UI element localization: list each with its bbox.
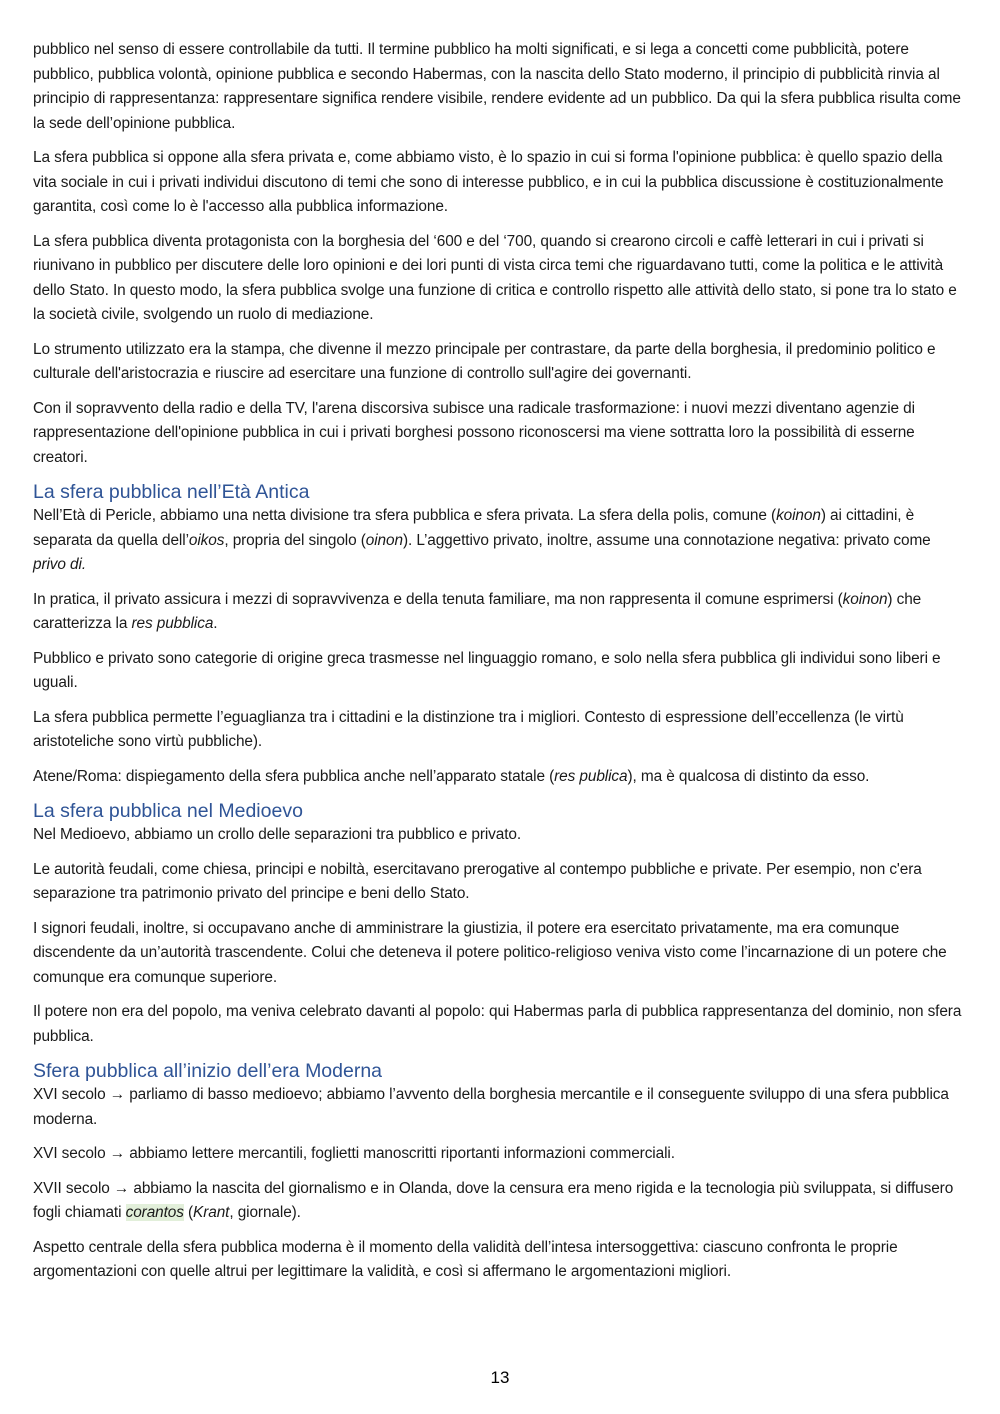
paragraph: La sfera pubblica permette l’eguaglianza tra i cittadini e la distinzione tra i migliori. Contesto di espressione dell’eccellenza (le virtù aristoteliche sono virtù pubbliche).: [33, 708, 904, 750]
paragraph: Aspetto centrale della sfera pubblica moderna è il momento della validità dell’intesa intersoggettiva: ciascuno confronta le proprie argomentazioni con quelle altrui per legittimare la validità, e così si affermano le argomentazioni migliori.: [33, 1238, 898, 1280]
italic-term: Krant: [193, 1204, 230, 1221]
paragraph: Atene/Roma: dispiegamento della sfera pubblica anche nell’apparato statale (res publica), ma è qualcosa di distinto da esso.: [33, 767, 870, 785]
page-number: 13: [490, 1368, 510, 1387]
paragraph: XVI secolo → parliamo di basso medioevo; abbiamo l’avvento della borghesia mercantile e il conseguente sviluppo di una sfera pubblica moderna.: [33, 1086, 949, 1128]
paragraph: pubblico nel senso di essere controllabile da tutti. Il termine pubblico ha molti significati, e si lega a concetti come pubblicità, potere pubblico, pubblica volontà, opinione pubblica e secondo Habermas, con la nascita dello Stato moderno, il principio di pubblicità rinvia al principio di rappresentanza: rappresentare significa rendere visibile, rendere evidente ad un pubblico. Da qui la sfera pubblica risulta come la sede dell’opinione pubblica.: [33, 41, 961, 132]
highlighted-term: corantos: [125, 1204, 184, 1221]
paragraph: La sfera pubblica si oppone alla sfera privata e, come abbiamo visto, è lo spazio in cui si forma l'opinione pubblica: è quello spazio della vita sociale in cui i privati individui discutono di temi che sono di interesse pubblico, e in cui la pubblica discussione è costituzionalmente garantita, così come lo è l'accesso alla pubblica informazione.: [33, 149, 944, 215]
paragraph: XVI secolo → abbiamo lettere mercantili, foglietti manoscritti riportanti informazioni commerciali.: [33, 1145, 675, 1162]
paragraph: Nel Medioevo, abbiamo un crollo delle separazioni tra pubblico e privato.: [33, 826, 522, 843]
paragraph: Il potere non era del popolo, ma veniva celebrato davanti al popolo: qui Habermas parla di pubblica rappresentanza del dominio, non sfera pubblica.: [33, 1003, 962, 1045]
paragraph: I signori feudali, inoltre, si occupavano anche di amministrare la giustizia, il potere era esercitato privatamente, ma era comunque discendente da un’autorità trascendente. Colui che deteneva il potere politico-religioso veniva visto come l’incarnazione di un potere che comunque era comunque superiore.: [33, 919, 947, 986]
section-heading-medioevo: La sfera pubblica nel Medioevo: [33, 800, 303, 822]
paragraph: Lo strumento utilizzato era la stampa, che divenne il mezzo principale per contrastare, da parte della borghesia, il predominio politico e culturale dell'aristocrazia e riuscire ad esercitare una funzione di controllo sull'agire dei governanti.: [33, 340, 936, 382]
paragraph: In pratica, il privato assicura i mezzi di sopravvivenza e della tenuta familiare, ma non rappresenta il comune esprimersi (koinon) che caratterizza la res pubblica.: [33, 590, 922, 632]
paragraph: Le autorità feudali, come chiesa, principi e nobiltà, esercitavano prerogative al contempo pubbliche e private. Per esempio, non c'era separazione tra patrimonio privato del principe e beni dello Stato.: [33, 860, 922, 902]
italic-term: koinon: [842, 590, 888, 608]
italic-term: oinon: [365, 531, 403, 549]
italic-term: res publica: [554, 767, 628, 785]
italic-term: privo di.: [33, 556, 86, 573]
section-heading-antica: La sfera pubblica nell’Età Antica: [33, 481, 310, 503]
paragraph: Nell’Età di Pericle, abbiamo una netta divisione tra sfera pubblica e sfera privata. La sfera della polis, comune (koinon) ai cittadini, è separata da quella dell’oikos, propria del singolo (oinon). L’aggettivo privato, inoltre, assume una connotazione negativa: privato come privo di.: [33, 507, 931, 573]
paragraph: Pubblico e privato sono categorie di origine greca trasmesse nel linguaggio romano, e solo nella sfera pubblica gli individui sono liberi e uguali.: [33, 649, 941, 691]
paragraph: XVII secolo → abbiamo la nascita del giornalismo e in Olanda, dove la censura era meno rigida e la tecnologia più sviluppata, si diffusero fogli chiamati corantos (Krant, giornale).: [33, 1179, 954, 1221]
paragraph: La sfera pubblica diventa protagonista con la borghesia del ‘600 e del ‘700, quando si crearono circoli e caffè letterari in cui i privati si riunivano in pubblico per discutere delle loro opinioni e dei lori punti di vista circa temi che riguardavano tutti, come la politica e le attività dello Stato. In questo modo, la sfera pubblica svolge una funzione di critica e controllo rispetto alle attività dello stato, si pone tra lo stato e la società civile, svolgendo un ruolo di mediazione.: [33, 232, 957, 323]
paragraph: Con il sopravvento della radio e della TV, l'arena discorsiva subisce una radicale trasformazione: i nuovi mezzi diventano agenzie di rappresentazione dell'opinione pubblica in cui i privati borghesi possono riconoscersi ma viene sottratta loro la possibilità di esserne creatori.: [33, 399, 915, 466]
italic-term: oikos: [188, 531, 225, 549]
section-heading-moderna: Sfera pubblica all’inizio dell’era Moderna: [33, 1060, 383, 1082]
document-page: [33, 38, 967, 1295]
italic-term: res pubblica: [131, 615, 214, 632]
italic-term: koinon: [776, 507, 821, 524]
